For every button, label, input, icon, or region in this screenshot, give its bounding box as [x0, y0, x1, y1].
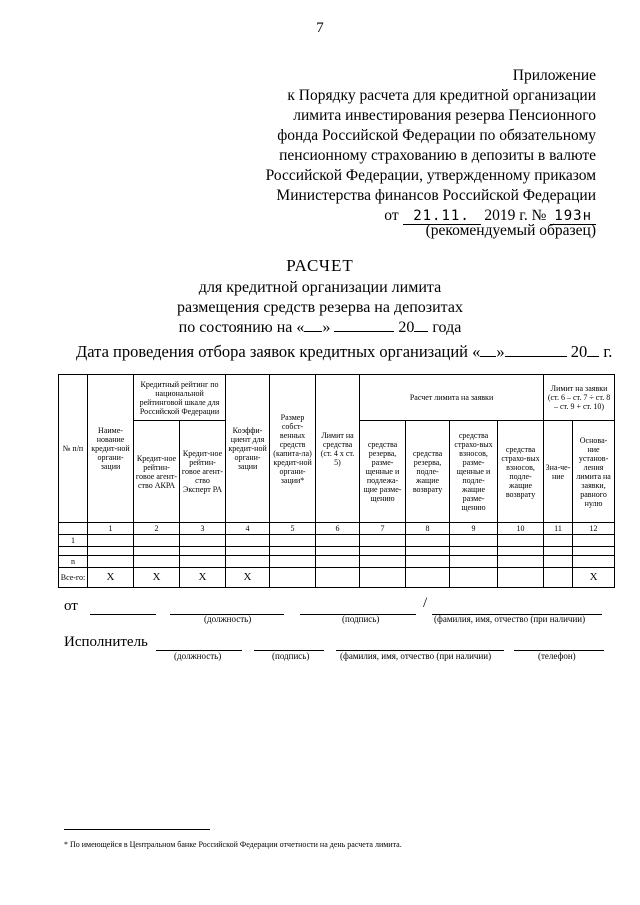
column-number: 12 — [573, 523, 615, 535]
table-row-dots — [59, 547, 615, 556]
phone-caption: (телефон) — [538, 651, 576, 661]
appendix-line: лимита инвестирования резерва Пенсионного — [293, 107, 596, 124]
title-main: РАСЧЕТ — [286, 256, 354, 275]
header-limit-group: Лимит на заявки (ст. 6 – ст. 7 ÷ ст. 8 – ст. 9 + ст. 10) — [544, 375, 615, 421]
year-blank — [587, 356, 599, 357]
header-rating-group: Кредитный рейтинг по национальной рейтинговой шкале для Российской Федерации — [134, 375, 226, 421]
column-number: 10 — [498, 523, 544, 535]
month-blank — [334, 331, 394, 332]
day-blank — [304, 331, 322, 332]
selection-date-line — [76, 342, 612, 362]
column-number: 4 — [226, 523, 270, 535]
header-col7: средства резерва, разме-щенные и подлежа-щие разме-щению — [360, 421, 406, 523]
selection-suffix: г. — [603, 342, 613, 361]
header-calc-group: Расчет лимита на заявки — [360, 375, 544, 421]
slash: / — [423, 595, 428, 611]
column-number-row — [59, 523, 615, 535]
year-blank — [414, 331, 428, 332]
selection-quote-close: » — [496, 342, 505, 361]
title-date-close: » — [322, 319, 331, 336]
position-caption: (должность) — [204, 614, 252, 624]
column-number — [59, 523, 88, 535]
calculation-table — [58, 374, 615, 588]
header-value: Зна-че-ние — [544, 421, 573, 523]
appendix-line: Российской Федерации, утвержденному приказом — [265, 167, 596, 184]
position-caption: (должность) — [174, 651, 222, 661]
footnote-rule — [64, 829, 210, 830]
from-label: от — [64, 598, 78, 614]
column-number: 6 — [316, 523, 360, 535]
header-coefficient: Коэффи-циент для кредит-ной органи-зации — [226, 375, 270, 523]
header-col10: средства страхо-вых взносов, подле-жащие возврату — [498, 421, 544, 523]
column-number: 1 — [88, 523, 134, 535]
column-number: 7 — [360, 523, 406, 535]
column-number: 9 — [450, 523, 498, 535]
document-title — [0, 256, 640, 338]
header-basis: Основа-ние установ-ления лимита на заявки, равного нулю — [573, 421, 615, 523]
header-col9: средства страхо-вых взносов, разме-щенные и подле-жащие разме-щению — [450, 421, 498, 523]
header-col8: средства резерва, подле-жащие возврату — [406, 421, 450, 523]
appendix-header — [236, 66, 596, 226]
title-line: для кредитной организации лимита — [198, 279, 442, 296]
title-year-prefix: 20 — [398, 319, 415, 336]
executor-label: Исполнитель — [64, 634, 148, 650]
date-prefix: от — [384, 207, 399, 224]
selection-text: Дата проведения отбора заявок кредитных организаций « — [76, 342, 481, 361]
footnote: * По имеющейся в Центральном банке Российской Федерации отчетности на день расчета лимита. — [64, 840, 402, 849]
date-year: 2019 г. № — [484, 207, 547, 224]
column-number: 11 — [544, 523, 573, 535]
appendix-line: Министерства финансов Российской Федерации — [276, 187, 596, 204]
appendix-line: к Порядку расчета для кредитной организации — [287, 87, 596, 104]
signature-caption: (подпись) — [342, 614, 380, 624]
row-label: 1 — [59, 535, 88, 547]
title-year-word: года — [432, 319, 462, 336]
signature-line — [90, 614, 156, 615]
title-date-open: по состоянию на « — [178, 319, 305, 336]
header-capital: Размер собст-венных средств (капита-ла) кредит-ной органи-зации* — [270, 375, 316, 523]
header-name: Наиме-нование кредит-ной органи-зации — [88, 375, 134, 523]
header-rating-expert: Кредит-ное рейтин-говое агент-ство Эксперт РА — [180, 421, 226, 523]
selection-year: 20 — [570, 342, 588, 361]
appendix-line: пенсионному страхованию в депозиты в валюте — [279, 147, 596, 164]
fio-caption: (фамилия, имя, отчество (при наличии) — [434, 614, 586, 624]
month-blank — [505, 356, 567, 357]
x-mark: X — [180, 568, 226, 588]
column-number: 8 — [406, 523, 450, 535]
x-mark: X — [88, 568, 134, 588]
row-label: n — [59, 556, 88, 568]
x-mark: X — [573, 568, 615, 588]
title-date-line — [0, 318, 640, 338]
title-line: размещения средств резерва на депозитах — [177, 299, 463, 316]
header-limit: Лимит на средства (ст. 4 x ст. 5) — [316, 375, 360, 523]
fio-caption: (фамилия, имя, отчество (при наличии) — [340, 651, 492, 661]
header-rating-akra: Кредит-ное рейтин-говое агент-ство АКРА — [134, 421, 180, 523]
table-row — [59, 556, 615, 568]
table-row — [59, 535, 615, 547]
page-number: 7 — [316, 20, 324, 36]
appendix-line: фонда Российской Федерации по обязательному — [277, 127, 596, 144]
column-number: 5 — [270, 523, 316, 535]
appendix-line: Приложение — [512, 67, 596, 84]
total-row — [59, 568, 615, 588]
x-mark: X — [226, 568, 270, 588]
x-mark: X — [134, 568, 180, 588]
handwritten-order-number: 193н — [550, 209, 596, 225]
column-number: 3 — [180, 523, 226, 535]
sample-note: (рекомендуемый образец) — [425, 222, 596, 239]
day-blank — [480, 356, 496, 357]
column-number: 2 — [134, 523, 180, 535]
header-num: № п/п — [59, 375, 88, 523]
handwritten-date: 21.11. — [403, 209, 481, 225]
signature-caption: (подпись) — [272, 651, 310, 661]
total-label: Все-го: — [59, 568, 88, 588]
